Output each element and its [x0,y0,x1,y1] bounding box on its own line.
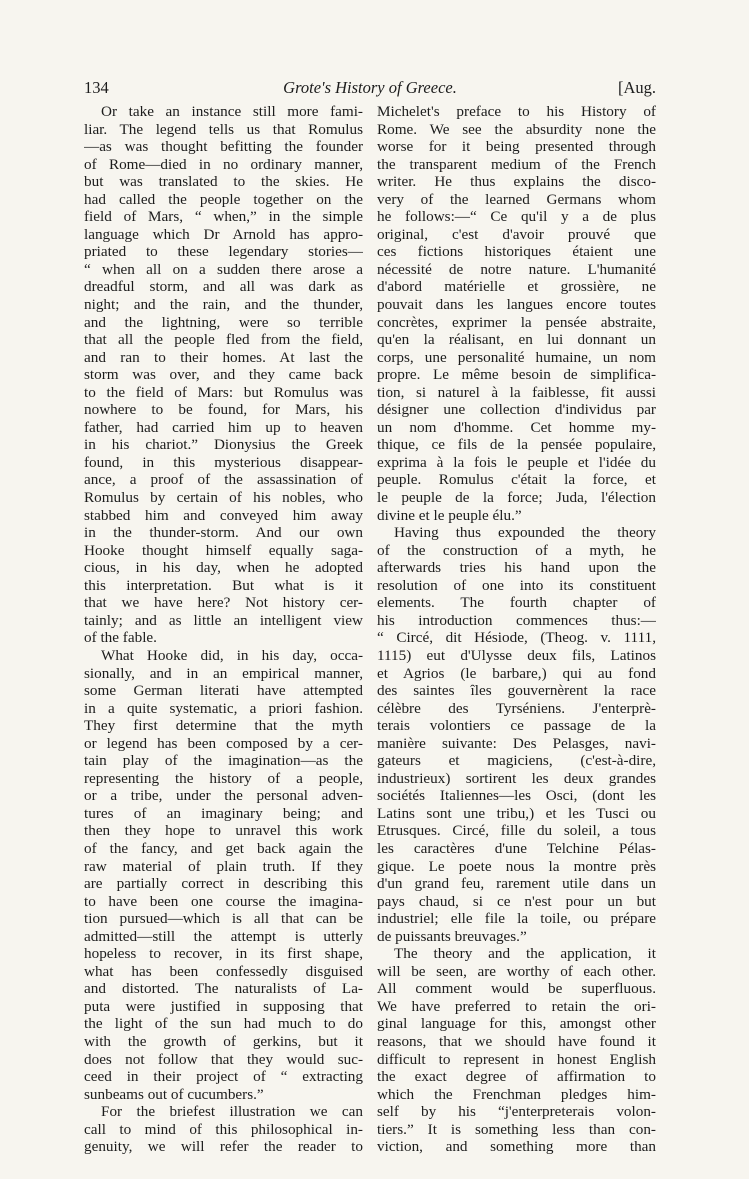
text-line: the light of the sun had much to do [84,1015,363,1033]
text-line: de puissants breuvages.” [377,927,527,945]
text-line: very of the learned Germans whom [377,190,656,208]
text-line: of Rome—died in no ordinary manner, [84,155,363,173]
text-line: nowhere to be found, for Mars, his [84,401,363,419]
text-line: sociétés Italiennes—les Osci, (dont les [377,787,656,805]
text-line: hopeless to recover, in its first shape, [84,945,363,963]
text-line: viction, and something more than [377,1138,656,1156]
text-line: admitted—still the attempt is utterly [84,927,363,945]
text-line: qu'en la réalisant, en lui donnant un [377,331,656,349]
text-line: célèbre des Tyrséniens. J'enterprè- [377,699,656,717]
text-line: self by his “j'enterpreterais volon- [377,1103,656,1121]
text-line: he follows:—“ Ce qu'il y a de plus [377,208,656,226]
text-line: tures of an imaginary being; and [84,804,363,822]
text-line: this interpretation. But what is it [84,576,363,594]
text-line: representing the history of a people, [84,769,363,787]
text-line: or legend has been composed by a cer- [84,734,363,752]
page-number: 134 [84,78,109,97]
text-line: and ran to their homes. At last the [84,348,363,366]
text-line: original, c'est d'avoir prouvé que [377,225,656,243]
text-line: but was translated to the skies. He [84,173,363,191]
text-line: in his chariot.” Dionysius the Greek [84,436,363,454]
text-line: Romulus by certain of his nobles, who [84,489,363,507]
text-line: difficult to represent in honest English [377,1050,656,1068]
text-line: Having thus expounded the theory [394,524,656,542]
text-line: which the Frenchman pledges him- [377,1085,656,1103]
text-line: terais volontiers ce passage de la [377,717,656,735]
text-line: of the fancy, and get back again the [84,839,363,857]
text-line: thique, ce fils de la pensée populaire, [377,436,656,454]
text-line: and the lightning, were so terrible [84,313,363,331]
text-line: nécessité de notre nature. L'humanité [377,260,656,278]
text-line: Or take an instance still more fami- [101,103,363,120]
text-line: field of Mars, “ when,” in the simple [84,208,363,226]
text-line: with the growth of gerkins, but it [84,1032,363,1050]
text-line: et Agrios (le barbare,) qui au fond [377,664,656,682]
text-line: “ when all on a sudden there arose a [84,260,363,278]
text-line: in a quite systematic, a priori fashion. [84,699,363,717]
text-line: to have been one course the imagina- [84,892,363,910]
text-line: Hooke thought himself equally saga- [84,541,363,559]
text-line: le peuple de la force; Juda, l'élection [377,489,656,507]
text-line: tion, si naturel à la faiblesse, fit aussi [377,383,656,401]
text-line: his introduction commences thus:— [377,611,656,629]
text-line: genuity, we will refer the reader to [84,1138,363,1156]
text-line: industrieux) sortirent les deux grandes [377,769,656,787]
text-line: or a tribe, under the personal adven- [84,787,363,805]
text-line: pays chaud, si ce n'est pour un but [377,892,656,910]
text-line: that all the people fled from the field, [84,331,363,349]
text-line: what has been confessedly disguised [84,962,363,980]
text-line: of the construction of a myth, he [377,541,656,559]
text-line: language which Dr Arnold has appro- [84,225,363,243]
text-line: d'un grand feu, rarement utile dans un [377,875,656,893]
text-line: elements. The fourth chapter of [377,594,656,612]
text-line: liar. The legend tells us that Romulus [84,120,363,138]
text-line: storm was over, and they came back [84,366,363,384]
text-line: The theory and the application, it [394,945,656,963]
text-line: cious, in his day, when he adopted [84,559,363,577]
text-line: For the briefest illustration we can [101,1103,363,1121]
text-line: désigner une collection d'individus par [377,401,656,419]
text-line: Latins sont une tribu,) et les Tusci ou [377,804,656,822]
text-line: peuple. Romulus c'était la force, et [377,471,656,489]
text-line: d'abord matérielle et grossière, ne [377,278,656,296]
text-line: All comment would be superfluous. [377,980,656,998]
text-line: that we have here? Not history cer- [84,594,363,612]
text-line: call to mind of this philosophical in- [84,1120,363,1138]
text-line: in the thunder-storm. And our own [84,524,363,542]
text-line: gique. Le poete nous la montre près [377,857,656,875]
text-line: industriel; elle file la toile, ou prépare [377,910,656,928]
text-line: tainly; and as little an intelligent view [84,611,363,629]
text-line: are partially correct in describing this [84,875,363,893]
text-line: father, had carried him up to heaven [84,418,363,436]
text-line: does not follow that they would suc- [84,1050,363,1068]
text-line: pouvait dans les langues encore toutes [377,296,656,314]
text-line: dreadful storm, and all was dark as [84,278,363,296]
text-line: and distorted. The naturalists of La- [84,980,363,998]
text-line: had called the people together on the [84,190,363,208]
text-line: gateurs et magiciens, (c'est-à-dire, [377,752,656,770]
text-line: found, in this mysterious disappear- [84,453,363,471]
text-line: tain play of the imagination—as the [84,752,363,770]
text-line: of the fable. [84,629,157,647]
text-line: will be seen, are worthy of each other. [377,962,656,980]
text-line: corps, une personalité humaine, un nom [377,348,656,366]
text-line: night; and the rain, and the thunder, [84,296,363,314]
text-line: concrètes, exprimer la pensée abstraite, [377,313,656,331]
right-text-column [377,103,656,1156]
text-line: the transparent medium of the French [377,155,656,173]
text-line: propre. Le même besoin de simplifica- [377,366,656,384]
text-line: writer. He thus explains the disco- [377,173,656,191]
text-line: sionally, and in an empirical manner, [84,664,363,682]
text-line: —as was thought befitting the founder [84,138,363,156]
text-line: then they hope to unravel this work [84,822,363,840]
text-line: priated to these legendary stories— [84,243,363,261]
text-line: afterwards tries his hand upon the [377,559,656,577]
running-header [84,78,656,104]
text-line: some German literati have attempted [84,682,363,700]
text-line: reasons, that we should have found it [377,1032,656,1050]
text-line: tion pursued—which is all that can be [84,910,363,928]
text-line: What Hooke did, in his day, occa- [101,646,363,664]
text-line: des saintes îles gouvernèrent la race [377,682,656,700]
left-text-column [84,103,363,1156]
text-line: les caractères d'une Telchine Pélas- [377,839,656,857]
text-line: exprima à la fois le peuple et l'idée du [377,453,656,471]
text-line: un nom d'homme. Cet homme my- [377,418,656,436]
text-line: worse for it being presented through [377,138,656,156]
text-line: ginal language for this, amongst other [377,1015,656,1033]
text-line: “ Circé, dit Hésiode, (Theog. v. 1111, [377,629,656,647]
text-line: sunbeams out of cucumbers.” [84,1085,264,1103]
text-line: ance, a proof of the assassination of [84,471,363,489]
text-line: ces fictions historiques étaient une [377,243,656,261]
text-line: stabbed him and conveyed him away [84,506,363,524]
text-line: the exact degree of affirmation to [377,1068,656,1086]
text-line: ceed in their project of “ extracting [84,1068,363,1086]
text-line: We have preferred to retain the ori- [377,997,656,1015]
text-line: raw material of plain truth. If they [84,857,363,875]
text-line: tiers.” It is something less than con- [377,1120,656,1138]
text-line: divine et le peuple élu.” [377,506,522,524]
running-date: [Aug. [617,78,656,97]
text-line: manière suivante: Des Pelasges, navi- [377,734,656,752]
text-line: puta were justified in supposing that [84,997,363,1015]
running-title: Grote's History of Greece. [283,78,457,97]
text-line: 1115) eut d'Ulysse deux fils, Latinos [377,646,656,664]
text-line: Etrusques. Circé, fille du soleil, a tous [377,822,656,840]
text-line: to the field of Mars: but Romulus was [84,383,363,401]
text-line: resolution of one into its constituent [377,576,656,594]
text-line: They first determine that the myth [84,717,363,735]
text-line: Rome. We see the absurdity none the [377,120,656,138]
text-line: Michelet's preface to his History of [377,103,656,120]
